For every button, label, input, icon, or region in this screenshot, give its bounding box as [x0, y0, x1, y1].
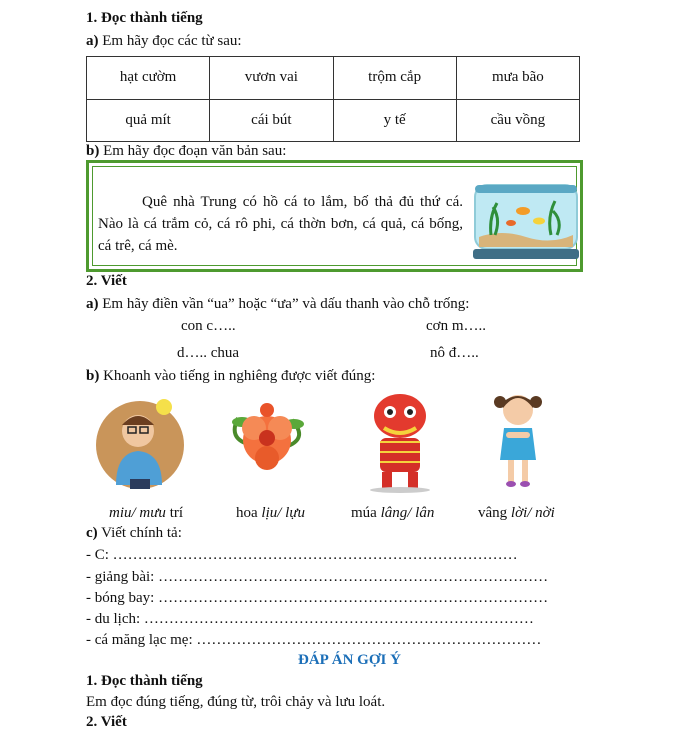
- dictation-line: - du lịch: ……………………………………………………………………: [86, 611, 534, 627]
- dictation-line: - giảng bài: ……………………………………………………………………: [86, 569, 549, 585]
- caption-3: múa lâng/ lân: [351, 505, 435, 521]
- word-cell: hạt cườm: [87, 57, 210, 100]
- heading-reading: 1. Đọc thành tiếng: [86, 10, 203, 26]
- passage-frame: [86, 160, 583, 272]
- instruction-1b: b) Em hãy đọc đoạn văn bản sau:: [86, 143, 287, 159]
- caption-2: hoa lịu/ lựu: [236, 505, 306, 521]
- dictation-line: - bóng bay: ……………………………………………………………………: [86, 590, 549, 606]
- answer-heading-2: 2. Viết: [86, 714, 127, 730]
- answer-heading-1: 1. Đọc thành tiếng: [86, 673, 203, 689]
- pomegranate-flower-image: [218, 398, 316, 480]
- word-cell: quả mít: [87, 99, 210, 142]
- girl-image: [492, 388, 544, 492]
- dictation-line: - C: ………………………………………………………………………: [86, 547, 518, 563]
- lion-dance-image: [360, 390, 440, 494]
- heading-writing: 2. Viết: [86, 273, 127, 289]
- dictation-line: - cá măng lạc mẹ: ……………………………………………………………: [86, 632, 542, 648]
- instruction-2b: b) Khoanh vào tiếng in nghiêng được viết đúng:: [86, 368, 376, 384]
- passage-text: Quê nhà Trung có hồ cá to lắm, bố thả đủ thứ cá. Nào là cá trắm cỏ, cá rô phi, cá thờn bơn, cá quả, cá bống, cá trê, cá mè.: [98, 194, 463, 254]
- answer-title: ĐÁP ÁN GỢI Ý: [298, 652, 401, 668]
- table-row: [87, 57, 580, 100]
- word-cell: vươn vai: [210, 57, 333, 100]
- table-row: [87, 99, 580, 142]
- fill-blank-2: cơn m…..: [426, 318, 487, 334]
- caption-1: miu/ mưu trí: [109, 505, 184, 521]
- word-cell: cái bút: [210, 99, 333, 142]
- word-cell: y tế: [333, 99, 456, 142]
- fill-blank-1: con c…..: [181, 318, 236, 334]
- aquarium-image: [471, 177, 581, 261]
- word-cell: cầu vồng: [456, 99, 579, 142]
- fill-blank-3: d….. chua: [177, 345, 240, 361]
- fill-blank-4: nô đ…..: [430, 345, 479, 361]
- word-cell: mưa bão: [456, 57, 579, 100]
- answer-line-1: Em đọc đúng tiếng, đúng từ, trôi chảy và lưu loát.: [86, 694, 386, 710]
- instruction-2a: a) Em hãy điền vần “ua” hoặc “ưa” và dấu thanh vào chỗ trống:: [86, 296, 470, 312]
- instruction-2c: c) Viết chính tả:: [86, 525, 182, 541]
- instruction-1a: a) Em hãy đọc các từ sau:: [86, 33, 242, 49]
- thinking-man-image: [92, 393, 188, 491]
- caption-4: vâng lời/ nời: [478, 505, 555, 521]
- word-table: [86, 56, 580, 142]
- word-cell: trộm cắp: [333, 57, 456, 100]
